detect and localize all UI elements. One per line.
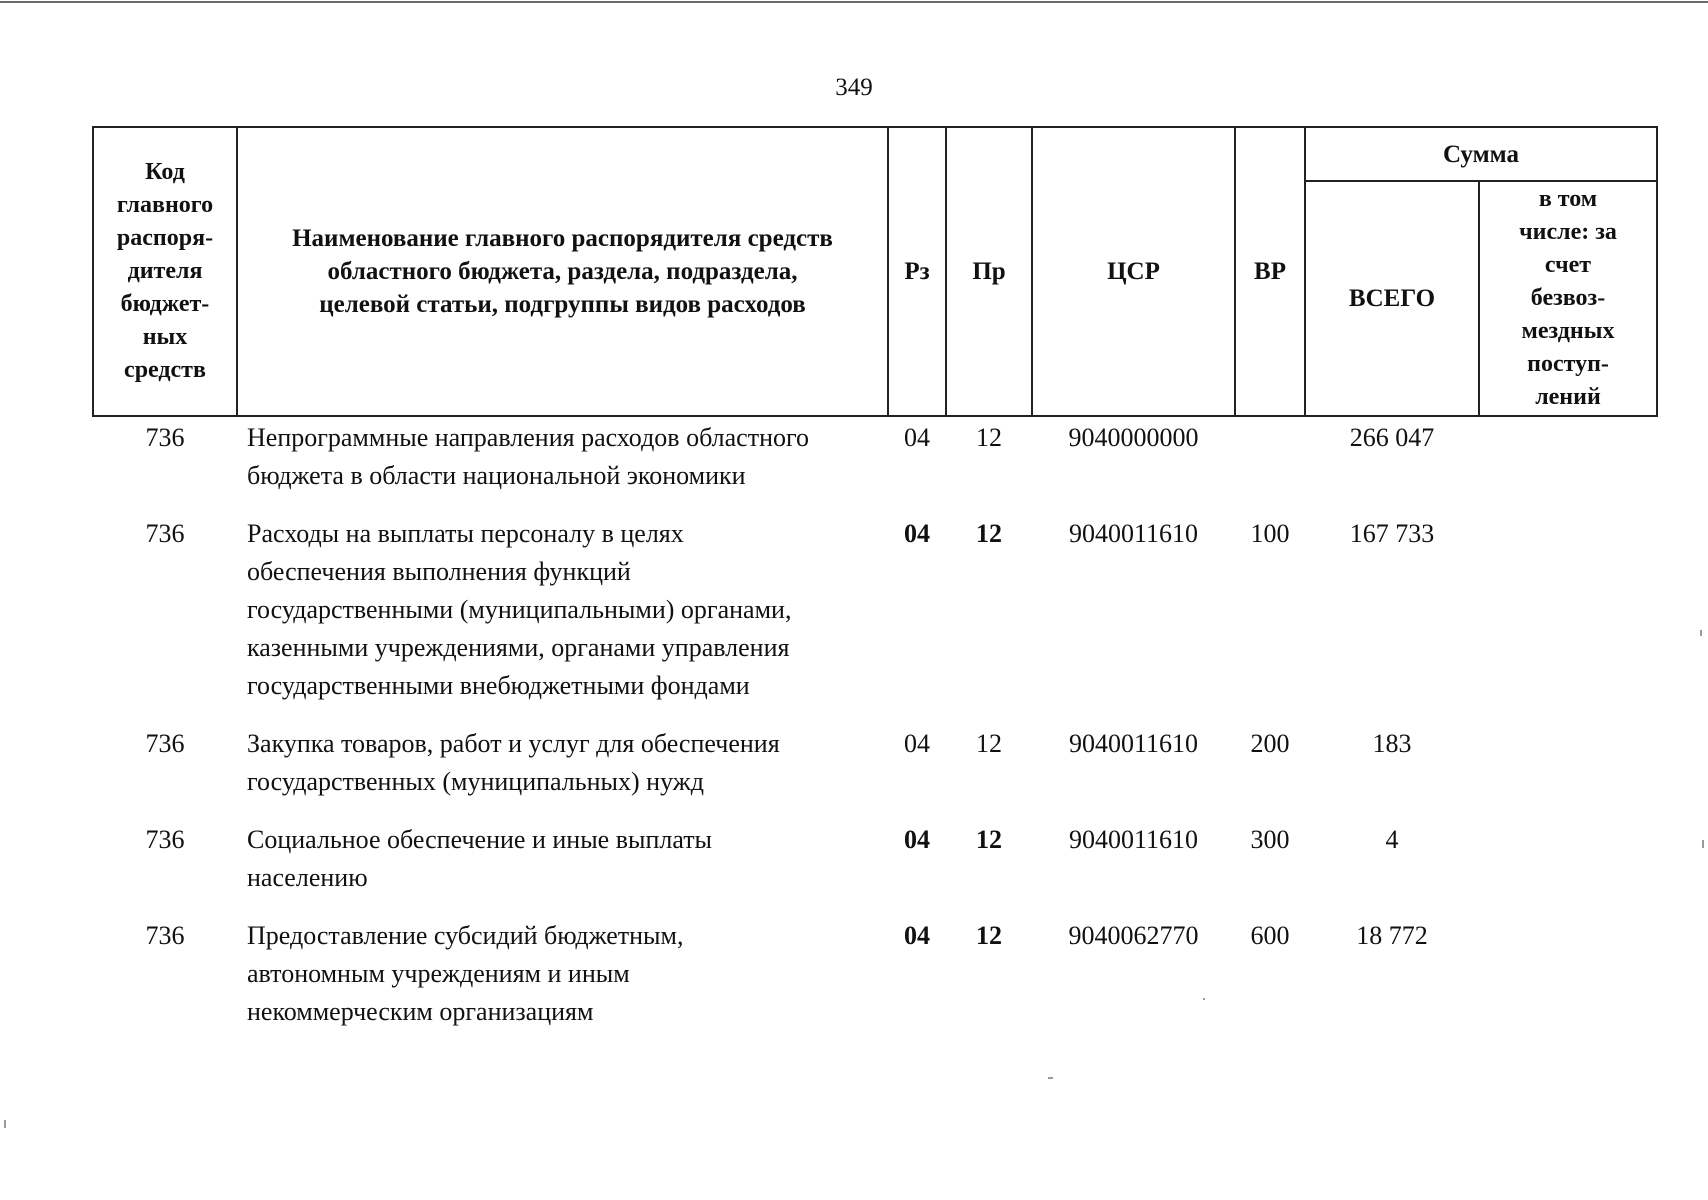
- budget-table: [92, 126, 1658, 1031]
- header-rz: Рз: [888, 127, 946, 416]
- scan-border-line: [0, 1, 1708, 3]
- header-total: ВСЕГО: [1305, 181, 1479, 416]
- cell-code: 736: [145, 519, 185, 548]
- cell-name: Расходы на выплаты персоналу в целях обеспечения выполнения функций государственными (муниципальными) органами, казенными учреждениями, органами управления государственными внебюджетными фондами: [247, 519, 792, 700]
- scan-speck: [4, 1120, 6, 1128]
- cell-pr: 12: [976, 423, 1002, 452]
- scan-speck: [1702, 840, 1704, 848]
- cell-pr: 12: [976, 519, 1002, 548]
- header-vr: ВР: [1235, 127, 1305, 416]
- cell-rz: 04: [904, 519, 930, 548]
- cell-code: 736: [145, 729, 185, 758]
- header-pr: Пр: [946, 127, 1032, 416]
- cell-csr: 9040062770: [1068, 921, 1199, 950]
- cell-code: 736: [145, 825, 185, 854]
- cell-total: 183: [1372, 729, 1412, 758]
- cell-pr: 12: [976, 729, 1002, 758]
- cell-free: [1479, 515, 1657, 705]
- cell-vr: [1235, 416, 1305, 495]
- cell-free: [1479, 725, 1657, 801]
- cell-free: [1479, 416, 1657, 495]
- cell-code: 736: [145, 921, 185, 950]
- cell-vr: 100: [1250, 519, 1290, 548]
- cell-csr: 9040011610: [1068, 729, 1199, 758]
- cell-code: 736: [145, 423, 185, 452]
- cell-name: Непрограммные направления расходов областного бюджета в области национальной экономики: [247, 423, 809, 490]
- header-sum: Сумма: [1305, 127, 1657, 181]
- header-code: Код главного распоря- дителя бюджет- ных средств: [93, 127, 237, 416]
- page-number: 349: [835, 74, 873, 101]
- table-row: [93, 917, 1657, 1031]
- table-row: [93, 416, 1657, 495]
- cell-rz: 04: [904, 729, 930, 758]
- table-row: [93, 515, 1657, 705]
- cell-pr: 12: [976, 825, 1002, 854]
- cell-total: 18 772: [1356, 921, 1428, 950]
- header-name: Наименование главного распорядителя средств областного бюджета, раздела, подраздела, целевой статьи, подгруппы видов расходов: [237, 127, 888, 416]
- cell-pr: 12: [976, 921, 1002, 950]
- cell-csr: 9040011610: [1068, 825, 1199, 854]
- cell-vr: 300: [1250, 825, 1290, 854]
- cell-rz: 04: [904, 423, 930, 452]
- cell-name: Предоставление субсидий бюджетным, автономным учреждениям и иным некоммерческим организациям: [247, 921, 684, 1026]
- cell-vr: 200: [1250, 729, 1290, 758]
- cell-rz: 04: [904, 921, 930, 950]
- cell-vr: 600: [1250, 921, 1290, 950]
- cell-name: Социальное обеспечение и иные выплаты населению: [247, 825, 713, 892]
- cell-total: 266 047: [1349, 423, 1435, 452]
- scan-speck: [1203, 998, 1205, 1000]
- scan-speck: [1048, 1077, 1053, 1079]
- table-row: [93, 821, 1657, 897]
- cell-free: [1479, 821, 1657, 897]
- table-row: [93, 725, 1657, 801]
- scan-speck: [1700, 630, 1702, 636]
- cell-csr: 9040000000: [1068, 423, 1199, 452]
- cell-total: 4: [1385, 825, 1399, 854]
- cell-name: Закупка товаров, работ и услуг для обеспечения государственных (муниципальных) нужд: [247, 729, 780, 796]
- cell-csr: 9040011610: [1068, 519, 1199, 548]
- header-free-receipts: в том числе: за счет безвоз- мездных поступ- лений: [1479, 181, 1657, 416]
- header-csr: ЦСР: [1032, 127, 1235, 416]
- cell-free: [1479, 917, 1657, 1031]
- cell-rz: 04: [904, 825, 930, 854]
- cell-total: 167 733: [1349, 519, 1435, 548]
